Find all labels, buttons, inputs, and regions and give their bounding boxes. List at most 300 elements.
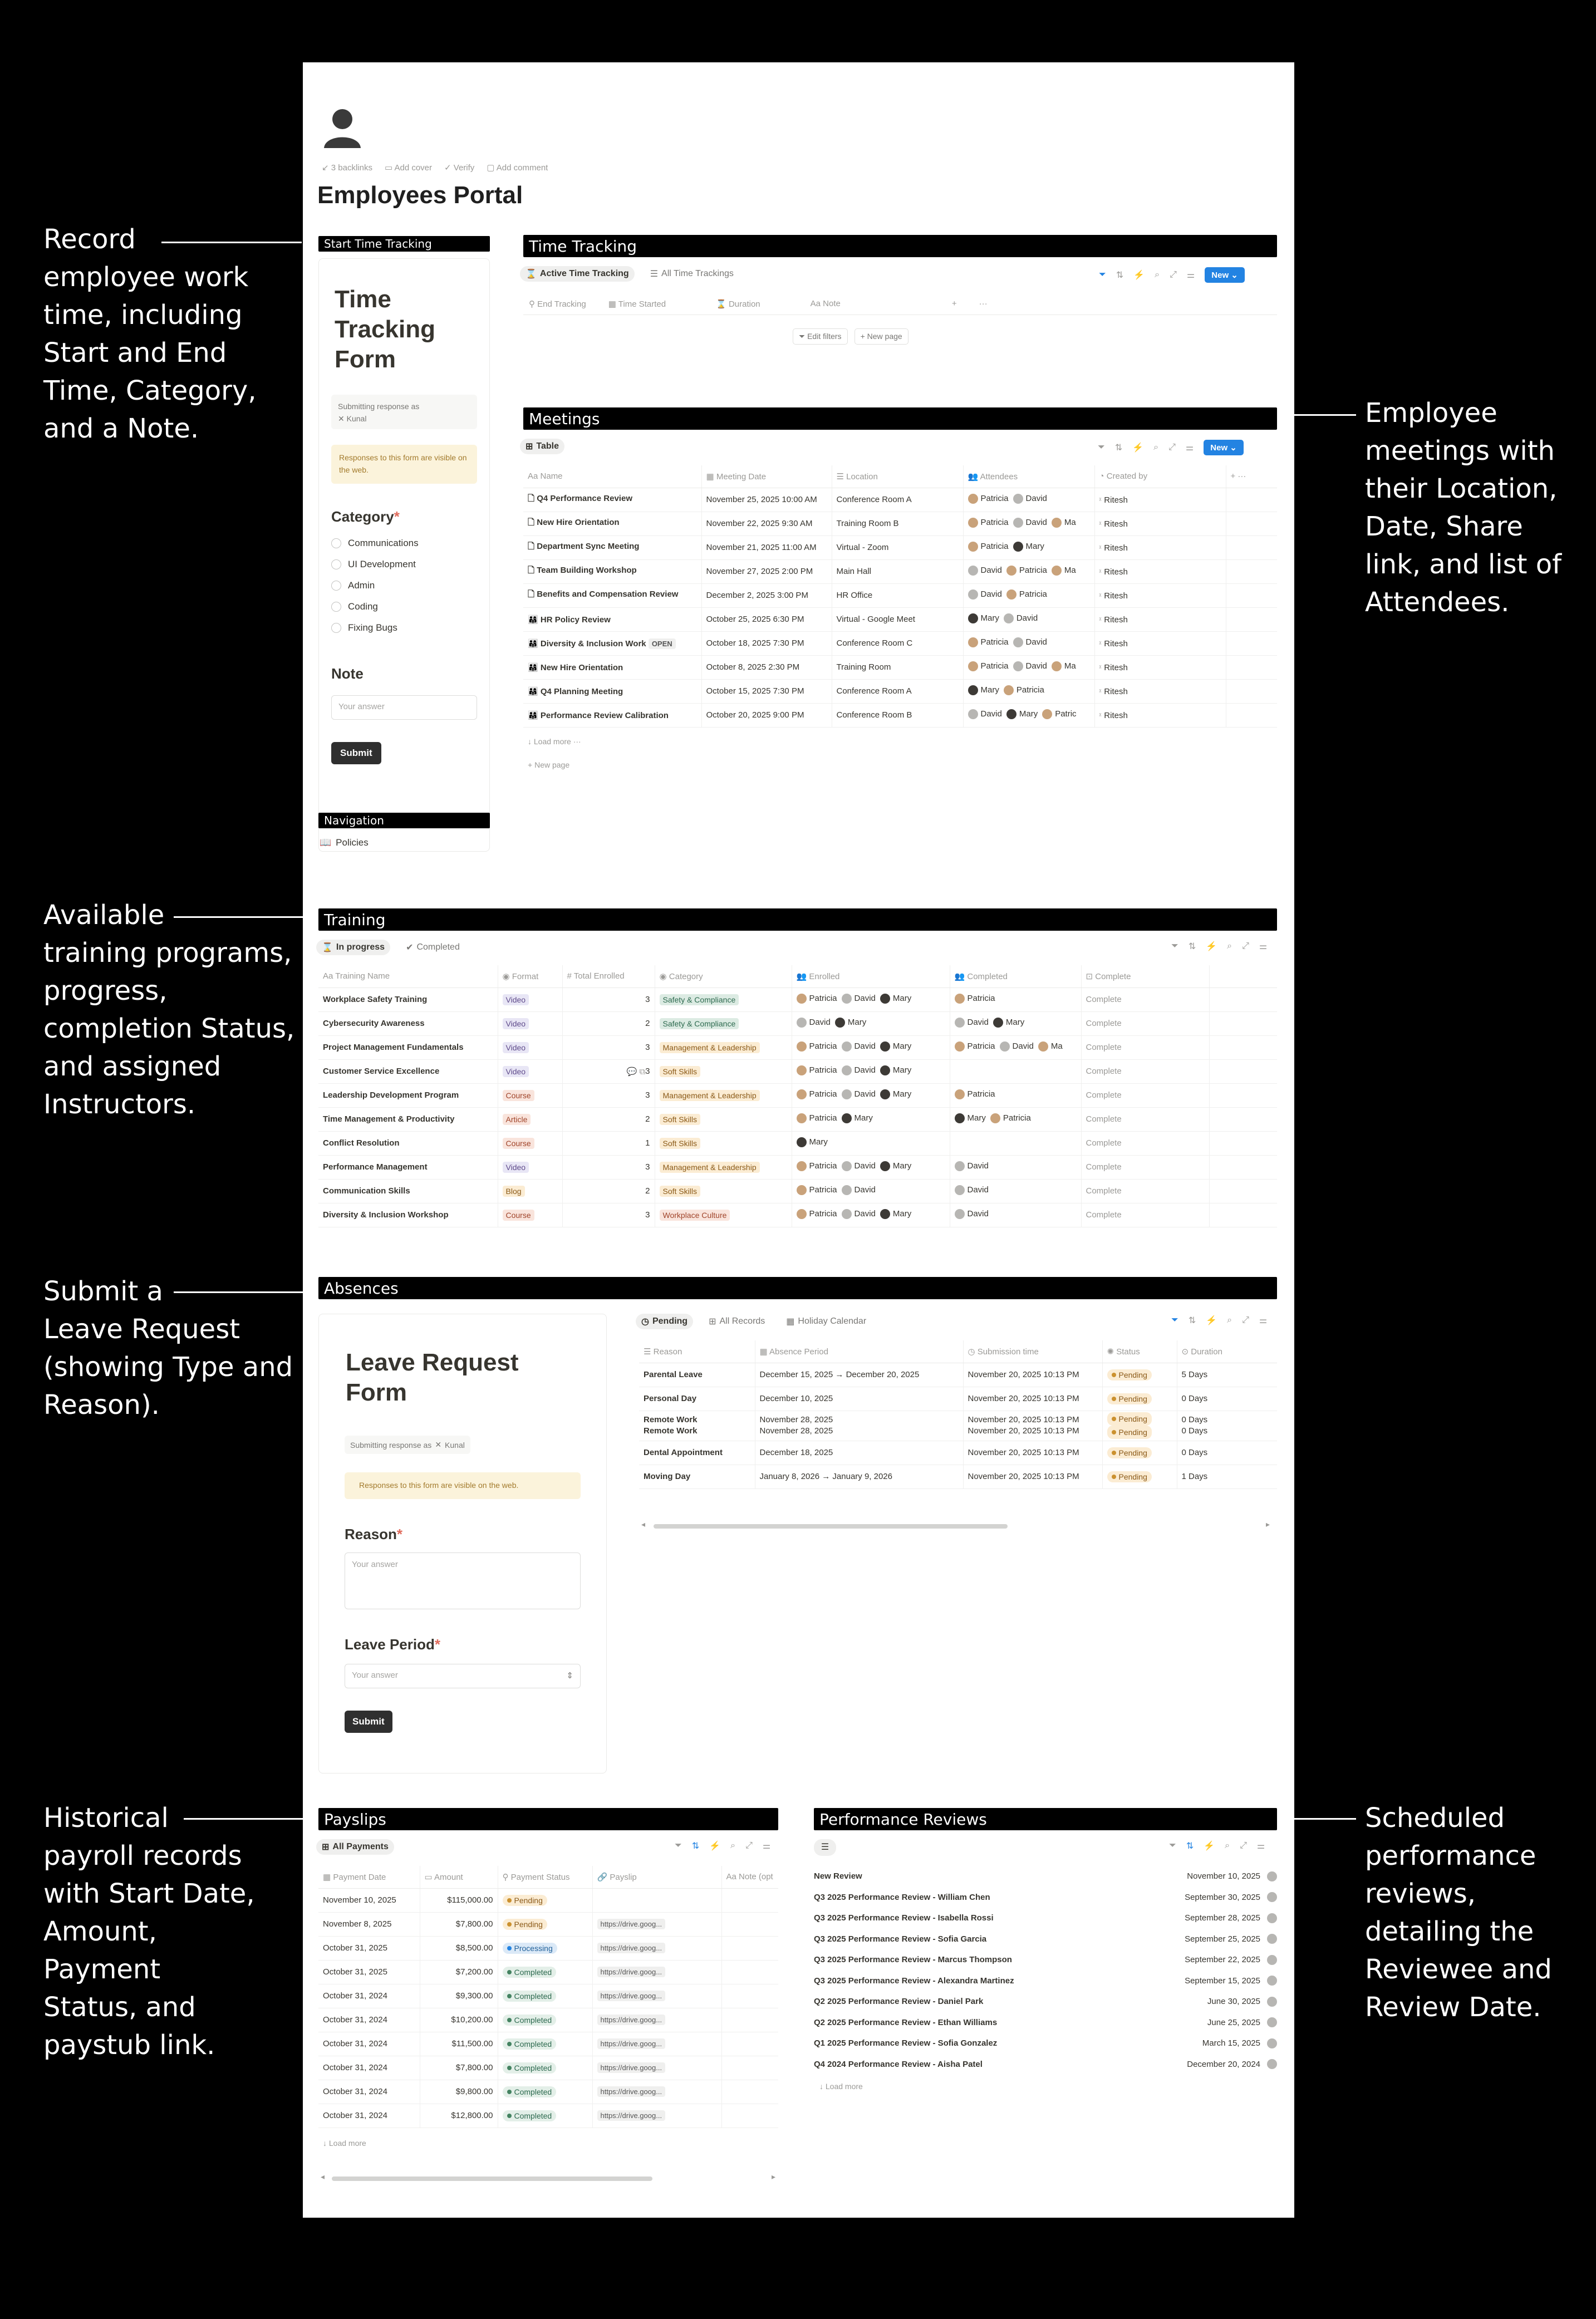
payslip-link[interactable]: https://drive.goog... — [597, 1967, 666, 1977]
complete-button[interactable]: Complete — [1081, 1011, 1209, 1035]
avatar[interactable] — [1267, 2017, 1277, 2027]
avatar-person[interactable] — [1013, 542, 1044, 552]
avatar[interactable] — [1267, 2038, 1277, 2048]
table-row[interactable] — [639, 1465, 1277, 1488]
list-view-tab[interactable]: ☰ — [814, 1839, 836, 1856]
payslip-link[interactable]: https://drive.goog... — [597, 1919, 666, 1929]
meeting-attendees — [963, 679, 1094, 703]
column-duration[interactable]: ⊙ Duration — [1177, 1340, 1277, 1363]
table-row[interactable] — [318, 2104, 778, 2128]
column-note[interactable]: Aa Note — [810, 299, 841, 308]
avatar-person[interactable] — [797, 1065, 837, 1075]
table-row[interactable] — [318, 1107, 1277, 1131]
avatar-person[interactable] — [968, 494, 1009, 504]
avatar[interactable] — [1267, 1913, 1277, 1923]
avatar-person[interactable] — [1013, 494, 1047, 504]
expand-icon[interactable]: ⤢ — [1242, 1315, 1249, 1325]
list-item[interactable] — [814, 1908, 1277, 1929]
column-enrolled[interactable]: 👥 Enrolled — [792, 965, 950, 987]
avatar-person[interactable] — [797, 1185, 837, 1195]
column-completed[interactable]: 👥 Completed — [950, 965, 1081, 987]
avatar-person[interactable] — [1052, 661, 1076, 671]
add-cover-button[interactable]: ▭ Add cover — [384, 163, 433, 173]
avatar-person[interactable] — [1013, 637, 1047, 647]
add-comment-button[interactable]: ▢ Add comment — [487, 163, 548, 173]
avatar-person[interactable] — [880, 1065, 911, 1075]
verify-button[interactable]: ✓ Verify — [444, 163, 475, 173]
sort-icon[interactable]: ⇅ — [1188, 942, 1196, 951]
avatar-person[interactable] — [797, 1018, 831, 1028]
payslips-load-more[interactable]: ↓ Load more — [323, 2139, 366, 2148]
table-row[interactable] — [523, 583, 1277, 607]
review-name[interactable]: Q3 2025 Performance Review - Marcus Thompson — [814, 1955, 1012, 1965]
table-row[interactable] — [318, 1984, 778, 2008]
automation-icon[interactable]: ⚡ — [1133, 271, 1145, 280]
meetings-load-more[interactable]: ↓ Load more ··· — [528, 737, 581, 746]
duration-text: 0 Days — [1181, 1448, 1208, 1457]
review-name[interactable]: Q3 2025 Performance Review - Isabella Rossi — [814, 1913, 994, 1923]
payslip-link[interactable]: https://drive.goog... — [597, 1991, 666, 2001]
column-note[interactable]: Aa Note (opt — [721, 1866, 778, 1888]
avatar-person[interactable] — [842, 1089, 876, 1099]
edit-filters-button[interactable]: ⏷ Edit filters — [793, 328, 848, 345]
table-row[interactable] — [523, 607, 1277, 631]
meeting-name[interactable]: Diversity & Inclusion Work — [540, 638, 646, 648]
automation-icon[interactable]: ⚡ — [709, 1841, 721, 1851]
sort-icon[interactable]: ⇅ — [1114, 443, 1123, 453]
table-row[interactable] — [318, 987, 1277, 1011]
avatar-person[interactable] — [842, 1209, 876, 1219]
column-amount[interactable]: ▭ Amount — [420, 1866, 498, 1888]
complete-button[interactable]: Complete — [1081, 1131, 1209, 1155]
table-row[interactable] — [523, 488, 1277, 512]
table-row[interactable] — [318, 2032, 778, 2056]
meeting-name[interactable]: Team Building Workshop — [537, 566, 637, 575]
absence-reason[interactable] — [639, 1441, 755, 1465]
avatar-person[interactable] — [835, 1018, 866, 1028]
table-row[interactable] — [318, 1011, 1277, 1035]
avatar-person[interactable] — [955, 1161, 989, 1171]
table-row[interactable] — [523, 655, 1277, 679]
tab-active-time-tracking[interactable] — [520, 266, 635, 282]
payslip-link[interactable]: https://drive.goog... — [597, 2015, 666, 2025]
training-category — [655, 1083, 792, 1107]
complete-button[interactable]: Complete — [1081, 1155, 1209, 1179]
avatar-person[interactable] — [1052, 518, 1076, 528]
absence-reason[interactable] — [639, 1465, 755, 1488]
table-row[interactable] — [318, 1059, 1277, 1083]
avatar-person[interactable] — [955, 1113, 986, 1123]
add-column-icon[interactable]: + ··· — [1226, 465, 1277, 488]
sort-icon[interactable]: ⇅ — [1188, 1316, 1196, 1325]
table-row[interactable] — [639, 1387, 1277, 1411]
automation-icon[interactable]: ⚡ — [1132, 443, 1144, 453]
search-icon[interactable]: ⌕ — [1225, 1841, 1230, 1850]
column-total-enrolled[interactable]: # Total Enrolled — [562, 965, 655, 987]
avatar-person[interactable] — [1052, 566, 1076, 576]
review-name[interactable]: Q3 2025 Performance Review - Alexandra Martinez — [814, 1976, 1014, 1986]
comment-icon[interactable]: 💬 — [626, 1067, 637, 1077]
expand-icon[interactable]: ⤢ — [1170, 270, 1177, 279]
settings-icon[interactable]: ⚌ — [1259, 1316, 1268, 1325]
table-row[interactable] — [318, 1203, 1277, 1227]
new-page-button[interactable]: + New page — [855, 328, 909, 345]
table-row[interactable] — [318, 1179, 1277, 1203]
table-row[interactable] — [639, 1441, 1277, 1465]
training-category — [655, 1107, 792, 1131]
avatar-person[interactable] — [1099, 615, 1128, 625]
column-payslip[interactable]: 🔗 Payslip — [592, 1866, 721, 1888]
new-time-tracking-button[interactable]: New ⌄ — [1205, 267, 1245, 283]
tab-pending[interactable] — [636, 1314, 693, 1329]
column-complete[interactable]: ⊡ Complete — [1081, 965, 1209, 987]
filter-icon[interactable]: ⏷ — [1098, 443, 1105, 452]
avatar-icon — [1006, 566, 1016, 576]
review-name[interactable]: New Review — [814, 1871, 862, 1881]
review-date: September 25, 2025 — [1185, 1934, 1260, 1944]
payslips-scrollbar[interactable] — [332, 2176, 652, 2181]
time-form-submit-button[interactable]: Submit — [331, 742, 381, 764]
column-time-started[interactable]: ▦ Time Started — [608, 299, 666, 309]
avatar[interactable] — [1267, 1955, 1277, 1965]
note-input[interactable]: Your answer — [331, 695, 477, 720]
column-format[interactable]: ◉ Format — [498, 965, 562, 987]
column-meeting-date[interactable]: ▦ Meeting Date — [701, 465, 832, 488]
policies-link[interactable] — [320, 837, 369, 848]
avatar-person[interactable] — [955, 1041, 995, 1052]
payslip-link[interactable]: https://drive.goog... — [597, 2038, 666, 2049]
list-item[interactable] — [814, 1887, 1277, 1908]
table-row[interactable] — [523, 703, 1277, 727]
settings-icon[interactable]: ⚌ — [1186, 271, 1195, 280]
avatar[interactable] — [1267, 1997, 1277, 2007]
avatar-person[interactable] — [1099, 663, 1128, 672]
review-name[interactable]: Q1 2025 Performance Review - Sofia Gonzalez — [814, 2038, 998, 2048]
sort-icon[interactable]: ⇅ — [1186, 1841, 1194, 1851]
avatar[interactable] — [1267, 2059, 1277, 2069]
avatar-person[interactable] — [1004, 613, 1038, 623]
filter-icon[interactable]: ⏷ — [675, 1841, 682, 1850]
table-row[interactable] — [318, 2008, 778, 2032]
avatar-person[interactable] — [990, 1113, 1031, 1123]
training-name[interactable]: Time Management & Productivity — [318, 1107, 498, 1131]
avatar-person[interactable] — [955, 1209, 989, 1219]
review-name[interactable]: Q4 2024 Performance Review - Aisha Patel — [814, 2059, 983, 2069]
filter-icon[interactable]: ⏷ — [1171, 941, 1178, 951]
avatar-person[interactable] — [842, 1065, 876, 1075]
meeting-name[interactable]: HR Policy Review — [540, 615, 611, 625]
column-training-name[interactable]: Aa Training Name — [318, 965, 498, 987]
table-row[interactable] — [523, 512, 1277, 535]
avatar-person[interactable] — [1099, 639, 1128, 648]
meeting-name[interactable]: New Hire Orientation — [540, 662, 623, 672]
settings-icon[interactable]: ⚌ — [1256, 1841, 1265, 1851]
settings-icon[interactable]: ⚌ — [1259, 942, 1268, 951]
column-attendees[interactable]: 👥 Attendees — [963, 465, 1094, 488]
column-location[interactable]: ☰ Location — [832, 465, 963, 488]
category-tag: Soft Skills — [660, 1066, 700, 1077]
expand-icon[interactable]: ⤢ — [1240, 1841, 1247, 1850]
category-option-fixing-bugs[interactable] — [331, 617, 419, 638]
column-duration[interactable]: ⌛ Duration — [716, 299, 760, 309]
avatar-person[interactable] — [968, 589, 1002, 600]
avatar-person[interactable] — [968, 637, 1009, 647]
complete-button[interactable]: Complete — [1081, 1179, 1209, 1203]
review-name[interactable]: Q2 2025 Performance Review - Daniel Park — [814, 1997, 984, 2007]
table-row[interactable] — [318, 1912, 778, 1936]
avatar-person[interactable] — [955, 994, 995, 1004]
automation-icon[interactable]: ⚡ — [1204, 1841, 1215, 1851]
table-row[interactable] — [523, 631, 1277, 655]
meeting-name[interactable]: Benefits and Compensation Review — [537, 589, 679, 599]
complete-button[interactable]: Complete — [1081, 987, 1209, 1011]
note-label: Note — [331, 665, 364, 682]
column-name[interactable]: Aa Name — [523, 465, 701, 488]
settings-icon[interactable]: ⚌ — [1185, 443, 1194, 453]
payslip-link[interactable]: https://drive.goog... — [597, 1943, 666, 1953]
complete-button[interactable]: Complete — [1081, 1083, 1209, 1107]
scroll-right-icon[interactable]: ▸ — [1266, 1520, 1270, 1529]
avatar-person[interactable] — [968, 661, 1009, 671]
meeting-name[interactable]: New Hire Orientation — [537, 518, 620, 527]
avatar-person[interactable] — [842, 1113, 873, 1123]
avatar-person[interactable] — [880, 1089, 911, 1099]
table-row[interactable] — [318, 1960, 778, 1984]
avatar-person[interactable] — [880, 1209, 911, 1219]
review-name[interactable]: Q2 2025 Performance Review - Ethan Williams — [814, 2017, 998, 2027]
reviews-load-more[interactable]: ↓ Load more — [819, 2082, 863, 2091]
training-name[interactable]: Workplace Safety Training — [318, 987, 498, 1011]
list-item[interactable] — [814, 2012, 1277, 2033]
training-name[interactable]: Diversity & Inclusion Workshop — [318, 1203, 498, 1227]
review-name[interactable]: Q3 2025 Performance Review - Sofia Garcia — [814, 1934, 987, 1944]
tab-holiday-calendar[interactable] — [780, 1314, 872, 1329]
avatar-person[interactable] — [1013, 518, 1047, 528]
table-row[interactable] — [318, 2056, 778, 2080]
training-name[interactable]: Performance Management — [318, 1155, 498, 1179]
scroll-left-icon[interactable]: ◂ — [321, 2172, 325, 2181]
column-category[interactable]: ◉ Category — [655, 965, 792, 987]
absence-reason[interactable] — [639, 1363, 755, 1387]
avatar-person[interactable] — [1013, 661, 1047, 671]
tab-all-payments[interactable] — [316, 1839, 394, 1855]
avatar-person[interactable] — [955, 1089, 995, 1099]
avatar-person[interactable] — [1006, 566, 1047, 576]
automation-icon[interactable]: ⚡ — [1206, 942, 1217, 951]
search-icon[interactable]: ⌕ — [1153, 443, 1159, 452]
avatar-person[interactable] — [797, 1089, 837, 1099]
avatar-person[interactable] — [968, 542, 1009, 552]
list-item[interactable] — [814, 2033, 1277, 2054]
person-icon[interactable] — [323, 107, 362, 149]
tab-all-time-trackings[interactable] — [645, 266, 739, 282]
avatar-person[interactable] — [1099, 543, 1128, 553]
avatar[interactable] — [1267, 1976, 1277, 1986]
table-row[interactable] — [523, 535, 1277, 559]
avatar-person[interactable] — [1042, 709, 1076, 719]
tab-in-progress[interactable] — [316, 940, 390, 955]
category-option-communications[interactable] — [331, 533, 419, 554]
tab-completed[interactable] — [400, 940, 465, 955]
avatar-person[interactable] — [880, 994, 911, 1004]
avatar-person[interactable] — [797, 1041, 837, 1052]
more-icon[interactable]: ··· — [979, 299, 988, 308]
avatar-person[interactable] — [797, 1137, 828, 1147]
column-reason[interactable]: ☰ Reason — [639, 1340, 755, 1363]
avatar-person[interactable] — [842, 994, 876, 1004]
list-item[interactable] — [814, 1971, 1277, 1992]
table-row[interactable] — [523, 679, 1277, 703]
filter-icon[interactable]: ⏷ — [1099, 270, 1106, 279]
settings-icon[interactable]: ⚌ — [762, 1841, 771, 1851]
avatar-person[interactable] — [842, 1185, 876, 1195]
search-icon[interactable]: ⌕ — [730, 1841, 736, 1850]
table-row[interactable] — [318, 1035, 1277, 1059]
category-option-coding[interactable] — [331, 596, 419, 617]
avatar-person[interactable] — [797, 1161, 837, 1171]
scroll-right-icon[interactable]: ▸ — [772, 2172, 776, 2181]
meeting-name[interactable]: Q4 Planning Meeting — [540, 686, 623, 696]
person-name: David — [980, 709, 1002, 719]
new-meeting-button[interactable]: New ⌄ — [1204, 440, 1244, 455]
table-row[interactable] — [318, 1155, 1277, 1179]
absence-reason[interactable] — [639, 1387, 755, 1411]
avatar-person[interactable] — [842, 1041, 876, 1052]
avatar-person[interactable] — [1099, 519, 1128, 529]
search-icon[interactable]: ⌕ — [1227, 941, 1232, 951]
training-name[interactable]: Leadership Development Program — [318, 1083, 498, 1107]
training-name[interactable]: Project Management Fundamentals — [318, 1035, 498, 1059]
list-item[interactable] — [814, 1929, 1277, 1950]
avatar-person[interactable] — [1099, 567, 1128, 577]
expand-icon[interactable]: ⤢ — [745, 1841, 753, 1850]
column-submission-time[interactable]: ◷ Submission time — [963, 1340, 1102, 1363]
filter-icon[interactable]: ⏷ — [1169, 1841, 1176, 1850]
absence-reason[interactable] — [639, 1411, 755, 1441]
avatar[interactable] — [1267, 1892, 1277, 1902]
training-name[interactable]: Customer Service Excellence — [318, 1059, 498, 1083]
avatar-person[interactable] — [955, 1018, 989, 1028]
training-name[interactable]: Conflict Resolution — [318, 1131, 498, 1155]
meeting-name[interactable]: Performance Review Calibration — [540, 710, 669, 720]
table-row[interactable] — [639, 1411, 1277, 1441]
sort-icon[interactable]: ⇅ — [1116, 271, 1124, 280]
copy-icon[interactable]: ⧉ — [639, 1067, 646, 1077]
table-row[interactable] — [318, 2080, 778, 2104]
complete-button[interactable]: Complete — [1081, 1107, 1209, 1131]
avatar-person[interactable] — [1099, 687, 1128, 696]
column-status[interactable]: ✺ Status — [1102, 1340, 1177, 1363]
avatar-person[interactable] — [842, 1161, 876, 1171]
avatar-icon — [968, 542, 978, 552]
complete-button[interactable]: Complete — [1081, 1059, 1209, 1083]
column-end-tracking[interactable]: ⚲ End Tracking — [529, 299, 586, 309]
search-icon[interactable]: ⌕ — [1155, 270, 1160, 279]
training-name[interactable]: Cybersecurity Awareness — [318, 1011, 498, 1035]
avatar-person[interactable] — [1099, 711, 1128, 720]
avatar-person[interactable] — [880, 1161, 911, 1171]
avatar-person[interactable] — [968, 613, 999, 623]
complete-button[interactable]: Complete — [1081, 1035, 1209, 1059]
complete-button[interactable]: Complete — [1081, 1203, 1209, 1227]
category-option-admin[interactable] — [331, 575, 419, 596]
filter-icon[interactable]: ⏷ — [1171, 1315, 1178, 1325]
leave-period-select[interactable] — [345, 1664, 581, 1688]
avatar-person[interactable] — [1000, 1041, 1034, 1052]
column-payment-date[interactable]: ▦ Payment Date — [318, 1866, 420, 1888]
expand-icon[interactable]: ⤢ — [1168, 443, 1176, 452]
avatar-person[interactable] — [955, 1185, 989, 1195]
list-item[interactable] — [814, 1949, 1277, 1971]
category-option-ui-development[interactable] — [331, 554, 419, 575]
backlinks-link[interactable]: ↙ 3 backlinks — [322, 163, 372, 173]
avatar-icon — [968, 685, 978, 695]
list-item[interactable] — [814, 1991, 1277, 2012]
column-absence-period[interactable]: ▦ Absence Period — [755, 1340, 963, 1363]
tab-table[interactable] — [520, 439, 564, 454]
meeting-name[interactable]: Department Sync Meeting — [537, 542, 640, 551]
training-name[interactable]: Communication Skills — [318, 1179, 498, 1203]
tab-all-records[interactable] — [703, 1314, 770, 1329]
leave-form-submit-button[interactable]: Submit — [345, 1711, 392, 1733]
person-name: Ritesh — [1104, 591, 1128, 601]
avatar-person[interactable] — [968, 566, 1002, 576]
avatar-person[interactable] — [797, 994, 837, 1004]
avatar-person[interactable] — [1099, 495, 1128, 505]
payslip-link[interactable]: https://drive.goog... — [597, 2110, 666, 2121]
payslip-link[interactable]: https://drive.goog... — [597, 2062, 666, 2073]
avatar-person[interactable] — [968, 685, 999, 695]
search-icon[interactable]: ⌕ — [1227, 1315, 1232, 1325]
avatar-person[interactable] — [1006, 709, 1038, 719]
avatar-person[interactable] — [1004, 685, 1044, 695]
avatar-person[interactable] — [968, 518, 1009, 528]
table-row[interactable] — [318, 1131, 1277, 1155]
column-created-by[interactable]: ◔ Created by — [1094, 465, 1226, 488]
absences-scrollbar[interactable] — [654, 1524, 1008, 1529]
avatar-person[interactable] — [1038, 1041, 1063, 1052]
open-row-button[interactable]: OPEN — [649, 638, 676, 649]
scroll-left-icon[interactable]: ◂ — [641, 1520, 646, 1529]
sort-icon[interactable]: ⇅ — [691, 1841, 700, 1851]
meeting-name[interactable]: Q4 Performance Review — [537, 494, 632, 503]
list-item[interactable] — [814, 2054, 1277, 2075]
meetings-new-page[interactable]: + New page — [528, 760, 570, 769]
avatar-person[interactable] — [993, 1018, 1024, 1028]
expand-icon[interactable]: ⤢ — [1242, 941, 1249, 951]
add-column-icon[interactable]: + — [951, 299, 957, 308]
avatar-person[interactable] — [797, 1209, 837, 1219]
table-row[interactable] — [639, 1363, 1277, 1387]
table-row[interactable] — [523, 559, 1277, 583]
avatar[interactable] — [1267, 1934, 1277, 1944]
review-name[interactable]: Q3 2025 Performance Review - William Chen — [814, 1892, 990, 1902]
table-row[interactable] — [318, 1936, 778, 1960]
column-payment-status[interactable]: ⚲ Payment Status — [498, 1866, 592, 1888]
avatar-person[interactable] — [968, 709, 1002, 719]
automation-icon[interactable]: ⚡ — [1206, 1316, 1217, 1325]
reason-input[interactable]: Your answer — [345, 1552, 581, 1609]
avatar[interactable] — [1267, 1871, 1277, 1881]
avatar-person[interactable] — [1099, 591, 1128, 601]
avatar-person[interactable] — [880, 1041, 911, 1052]
table-row[interactable] — [318, 1888, 778, 1912]
payslip-link[interactable]: https://drive.goog... — [597, 2086, 666, 2097]
list-item[interactable] — [814, 1866, 1277, 1887]
avatar-person[interactable] — [797, 1113, 837, 1123]
avatar-person[interactable] — [1006, 589, 1047, 600]
table-row[interactable] — [318, 1083, 1277, 1107]
